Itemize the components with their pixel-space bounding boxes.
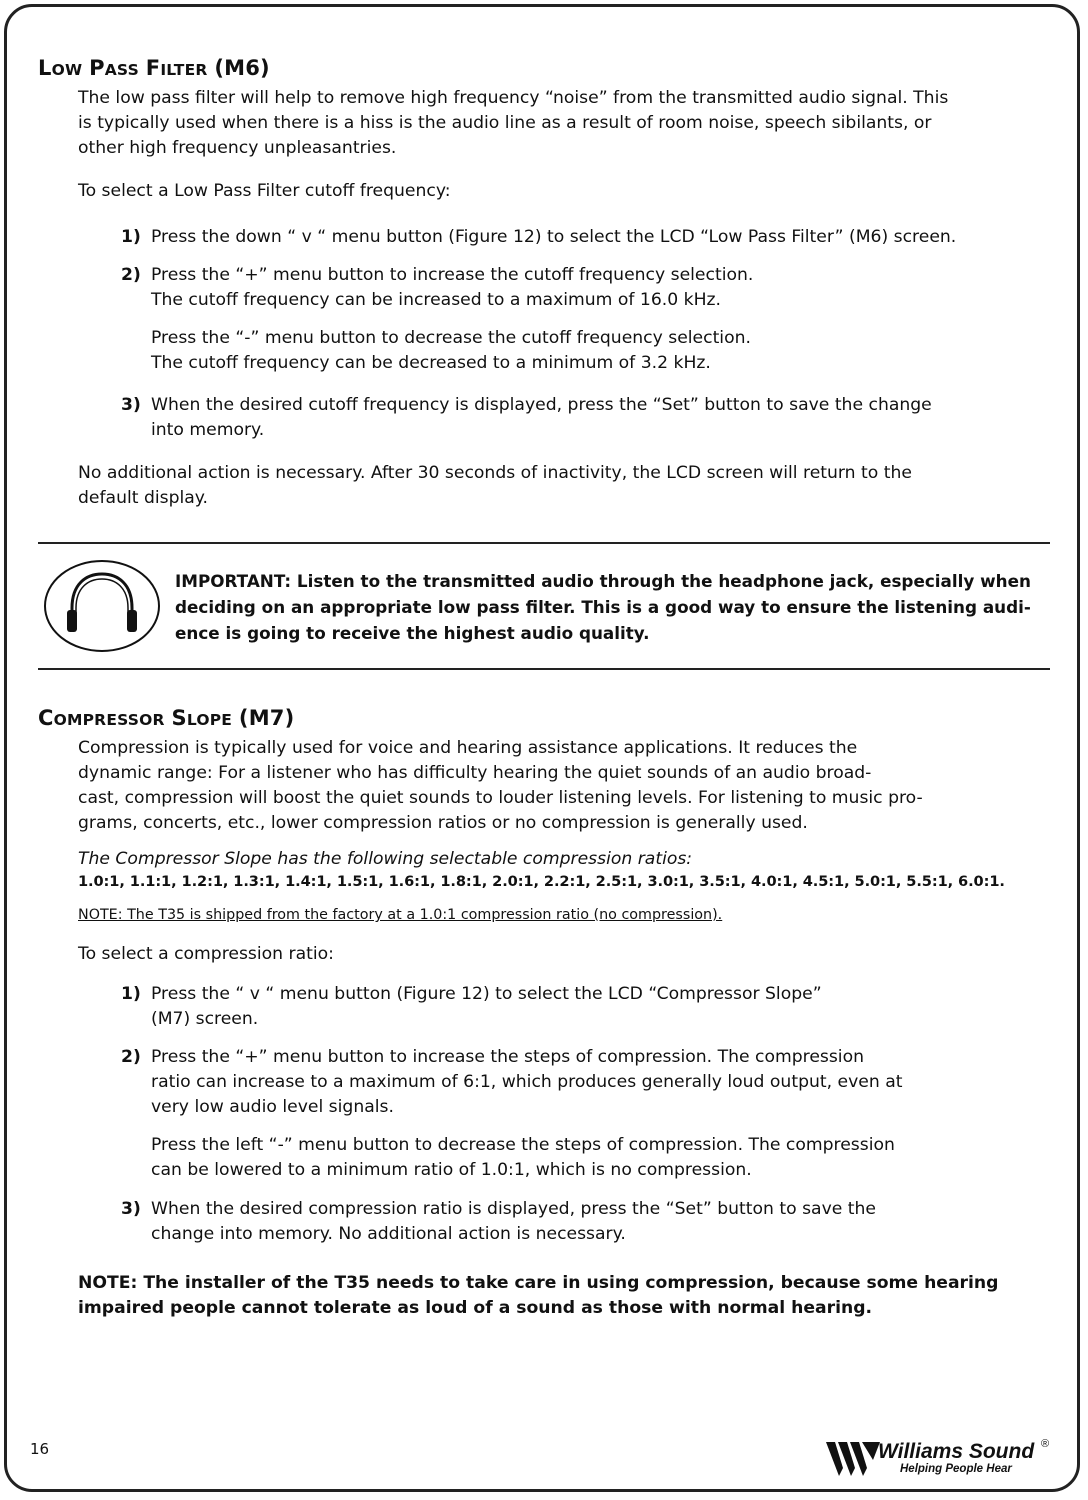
final-note: NOTE: The installer of the T35 needs to take care in using compression, because some hearing impaired people cannot tolerate as loud of a sound as those with normal hearing. xyxy=(78,1273,999,1318)
comp-step-3: 3) When the desired compression ratio is displayed, press the “Set” button to save the change into memory. No additional action is necessary. xyxy=(121,1199,876,1244)
lpf-step-1: 1) Press the down “ v “ menu button (Figure 12) to select the LCD “Low Pass Filter” (M6) screen. xyxy=(121,227,957,247)
brand-name: Williams Sound xyxy=(878,1440,1035,1463)
williams-sound-logo xyxy=(826,1440,1056,1480)
comp-step-2: 2) Press the “+” menu button to increase the steps of compression. The compression ratio can increase to a maximum of 6:1, which produces generally loud output, even at very low audio level signals. Press the left “-” menu button to decrease the steps of compression. The compression can be lowered to a minimum ratio of 1.0:1, which is no compression. xyxy=(121,1047,903,1180)
comp-select-line: To select a compression ratio: xyxy=(78,944,334,964)
divider-top xyxy=(38,542,1050,544)
divider-bottom xyxy=(38,668,1050,670)
comp-ratios-intro: The Compressor Slope has the following selectable compression ratios: xyxy=(78,849,693,869)
lpf-closing: No additional action is necessary. After 30 seconds of inactivity, the LCD screen will return to the default display. xyxy=(78,463,912,508)
brand-tagline: Helping People Hear xyxy=(900,1463,1012,1475)
lpf-step-3: 3) When the desired cutoff frequency is displayed, press the “Set” button to save the change into memory. xyxy=(121,395,932,440)
lpf-select-line: To select a Low Pass Filter cutoff frequency: xyxy=(78,181,451,201)
lpf-step-2: 2) Press the “+” menu button to increase the cutoff frequency selection. The cutoff frequency can be increased to a maximum of 16.0 kHz. Press the “-” menu button to decrease the cutoff frequency selection. The cutoff frequency can be decreased to a minimum of 3.2 kHz. xyxy=(121,265,754,373)
page-number: 16 xyxy=(30,1440,50,1458)
lpf-intro: The low pass filter will help to remove high frequency “noise” from the transmitted audio signal. This is typically used when there is a hiss is the audio line as a result of room noise, speech sibilants, or other high frequency unpleasantries. xyxy=(78,88,949,158)
headphones-icon xyxy=(42,558,162,654)
section-title-compressor-slope: COMPRESSOR SLOPE (M7) xyxy=(38,706,295,730)
section-title-low-pass-filter: LOW PASS FILTER (M6) xyxy=(38,56,270,80)
important-callout: IMPORTANT: Listen to the transmitted audio through the headphone jack, especially when deciding on an appropriate low pass filter. This is a good way to ensure the listening audi- ence is going to receive the highest audio quality. xyxy=(175,571,1031,643)
comp-intro: Compression is typically used for voice and hearing assistance applications. It reduces the dynamic range: For a listener who has difficulty hearing the quiet sounds of an audio broad- cast, compression will boost the quiet sounds to louder listening levels. For listening to music pro- grams, concerts, etc., lower compression ratios or no compression is generally used. xyxy=(78,738,923,833)
comp-step-1: 1) Press the “ v “ menu button (Figure 12) to select the LCD “Compressor Slope” (M7) screen. xyxy=(121,984,822,1029)
factory-note: NOTE: The T35 is shipped from the factory at a 1.0:1 compression ratio (no compression). xyxy=(78,907,723,923)
logo-mark-icon xyxy=(826,1442,880,1476)
comp-ratios-list: 1.0:1, 1.1:1, 1.2:1, 1.3:1, 1.4:1, 1.5:1, 1.6:1, 1.8:1, 2.0:1, 2.2:1, 2.5:1, 3.0:1, 3.5:1, 4.0:1, 4.5:1, 5.0:1, 5.5:1, 6.0:1. xyxy=(78,873,1005,890)
registered-mark: ® xyxy=(1041,1438,1050,1450)
